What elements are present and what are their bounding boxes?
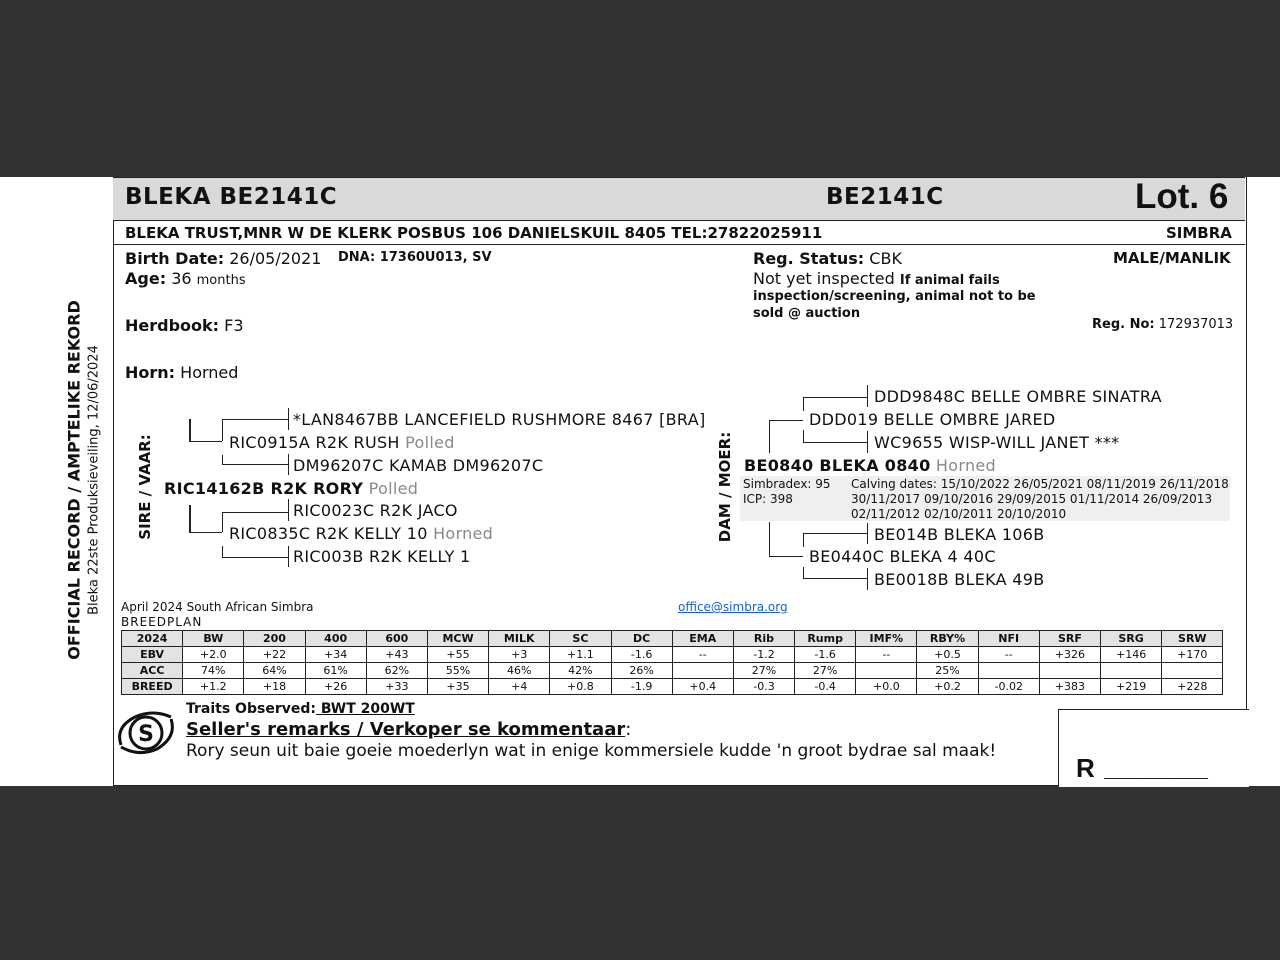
ebv-cell: [1162, 663, 1223, 679]
ebv-col-header: SRF: [1039, 631, 1100, 647]
ebv-cell: +43: [366, 647, 427, 663]
ebv-row: [122, 679, 1223, 695]
ebv-row-label: EBV: [122, 647, 183, 663]
ebv-cell: +55: [427, 647, 488, 663]
ebv-col-header: SC: [550, 631, 611, 647]
ebv-cell: +0.4: [672, 679, 733, 695]
ebv-col-header: MILK: [489, 631, 550, 647]
ebv-table: [121, 630, 1223, 695]
calving-dates-3: 02/11/2012 02/10/2011 20/10/2010: [851, 507, 1067, 521]
ebv-cell: -1.6: [611, 647, 672, 663]
sire-name: RIC14162B R2K RORY Polled: [164, 479, 419, 498]
ebv-cell: +0.0: [856, 679, 917, 695]
ebv-cell: +35: [427, 679, 488, 695]
dd-line-bottom: [803, 578, 867, 579]
ebv-cell: +1.1: [550, 647, 611, 663]
ebv-cell: +170: [1162, 647, 1223, 663]
simbra-logo: [113, 707, 179, 759]
dam-dam-dam: BE0018B BLEKA 49B: [874, 570, 1045, 589]
dam-sire-dam: WC9655 WISP-WILL JANET ***: [874, 433, 1120, 452]
sd-branch-up: [222, 512, 223, 532]
ebv-cell: 26%: [611, 663, 672, 679]
breedplan-subtitle: BREEDPLAN: [121, 615, 203, 629]
sire-branch-up: [189, 419, 191, 442]
ebv-cell: +228: [1162, 679, 1223, 695]
ebv-row: [122, 647, 1223, 663]
ss-line-bottom: [222, 464, 288, 465]
ebv-cell: +34: [305, 647, 366, 663]
ebv-col-header: 200: [244, 631, 305, 647]
seller-remarks-text: Rory seun uit baie goeie moederlyn wat in enige kommersiele kudde 'n groot bydrae sal maak!: [186, 741, 997, 761]
ebv-col-header: SRG: [1101, 631, 1162, 647]
traits-observed: Traits Observed: BWT 200WT: [186, 701, 415, 717]
ebv-cell: +3: [489, 647, 550, 663]
icp: ICP: 398: [743, 492, 793, 506]
dam-label: DAM / MOER:: [716, 431, 734, 543]
dna-info: DNA: 17360U013, SV: [338, 250, 492, 265]
animal-name: BLEKA BE2141C: [125, 184, 338, 210]
ebv-cell: +18: [244, 679, 305, 695]
ds-line-top: [803, 397, 867, 398]
reg-number: Reg. No: 172937013: [1092, 317, 1234, 332]
ebv-cell: --: [856, 647, 917, 663]
email-link[interactable]: office@simbra.org: [678, 600, 788, 614]
sire-sire-sire: *LAN8467BB LANCEFIELD RUSHMORE 8467 [BRA]: [293, 410, 706, 429]
birth-date: Birth Date: 26/05/2021: [125, 249, 322, 268]
ebv-cell: 64%: [244, 663, 305, 679]
dam-line-ds: [769, 420, 803, 421]
lot-number: Lot. 6: [1135, 177, 1229, 216]
price-blank[interactable]: ________________: [1104, 765, 1208, 780]
sd-line-top: [222, 512, 288, 513]
ebv-cell: +0.5: [917, 647, 978, 663]
ebv-col-header: BW: [183, 631, 244, 647]
dd-tick-top: [867, 523, 868, 544]
ebv-col-header: 400: [305, 631, 366, 647]
catalogue-page: [0, 177, 1280, 786]
sire-dam-dam: RIC003B R2K KELLY 1: [293, 547, 471, 566]
sex-label: MALE/MANLIK: [1113, 249, 1231, 267]
dam-dam-sire: BE014B BLEKA 106B: [874, 525, 1045, 544]
ebv-cell: +22: [244, 647, 305, 663]
ss-line-top: [222, 419, 288, 420]
official-record-label: OFFICIAL RECORD / AMPTELIKE REKORD: [64, 300, 84, 660]
dam-branch-up: [769, 420, 770, 453]
dd-tick-bottom: [867, 568, 868, 590]
ebv-cell: -0.02: [978, 679, 1039, 695]
ebv-cell: -1.6: [795, 647, 856, 663]
ss-tick-top: [288, 408, 289, 430]
sire-line-sd: [189, 532, 222, 533]
breedplan-title: April 2024 South African Simbra: [121, 600, 314, 614]
dd-line-top: [803, 533, 867, 534]
reg-status: Reg. Status: CBK: [753, 249, 902, 268]
ebv-cell: +0.2: [917, 679, 978, 695]
ebv-cell: 61%: [305, 663, 366, 679]
owner-details: BLEKA TRUST,MNR W DE KLERK POSBUS 106 DANIELSKUIL 8405 TEL:27822025911: [125, 224, 823, 242]
ss-tick-bottom: [288, 454, 289, 475]
dam-dam: BE0440C BLEKA 4 40C: [809, 547, 996, 566]
price-currency: R: [1076, 753, 1095, 783]
ebv-cell: --: [978, 647, 1039, 663]
ebv-cell: --: [672, 647, 733, 663]
ebv-cell: -0.4: [795, 679, 856, 695]
logo-letter: S: [138, 722, 154, 747]
dam-sire-sire: DDD9848C BELLE OMBRE SINATRA: [874, 387, 1162, 406]
ebv-cell: 46%: [489, 663, 550, 679]
inspection-note: Not yet inspected If animal fails: [753, 269, 1000, 288]
calving-dates-1: Calving dates: 15/10/2022 26/05/2021 08/11/2019 26/11/2018: [851, 477, 1229, 491]
ebv-cell: 74%: [183, 663, 244, 679]
sire-sire: RIC0915A R2K RUSH Polled: [229, 433, 455, 452]
ebv-cell: +33: [366, 679, 427, 695]
dam-name: BE0840 BLEKA 0840 Horned: [744, 456, 996, 475]
ebv-col-header: DC: [611, 631, 672, 647]
dam-branch-down: [769, 522, 770, 557]
ds-branch-down: [803, 430, 804, 442]
ebv-cell: -0.3: [733, 679, 794, 695]
sire-sire-dam: DM96207C KAMAB DM96207C: [293, 456, 544, 475]
sire-line-ss: [189, 441, 222, 442]
ebv-col-header: 2024: [122, 631, 183, 647]
ebv-header-row: [122, 631, 1223, 647]
sire-label: SIRE / VAAR:: [136, 434, 154, 540]
ds-line-bottom: [803, 442, 867, 443]
ebv-cell: 42%: [550, 663, 611, 679]
dd-branch-up: [803, 533, 804, 547]
ebv-cell: 62%: [366, 663, 427, 679]
age: Age: 36 months: [125, 269, 246, 288]
breed-label: SIMBRA: [1166, 224, 1232, 242]
ebv-cell: [672, 663, 733, 679]
sd-tick-top: [288, 499, 289, 521]
sd-branch-down: [222, 546, 223, 557]
sire-dam: RIC0835C R2K KELLY 10 Horned: [229, 524, 494, 543]
seller-remarks-heading: Seller's remarks / Verkoper se kommentaar:: [186, 719, 632, 740]
ebv-row-label: ACC: [122, 663, 183, 679]
herdbook: Herdbook: F3: [125, 316, 244, 335]
ebv-cell: +4: [489, 679, 550, 695]
sd-line-bottom: [222, 557, 288, 558]
ebv-cell: +219: [1101, 679, 1162, 695]
sire-branch-down: [189, 505, 191, 533]
ds-tick-bottom: [867, 431, 868, 453]
inspection-warning-3: sold @ auction: [753, 306, 861, 321]
ebv-col-header: MCW: [427, 631, 488, 647]
ebv-cell: +1.2: [183, 679, 244, 695]
animal-code: BE2141C: [826, 184, 944, 210]
sale-name-label: Bleka 22ste Produksieveiling, 12/06/2024: [86, 345, 102, 615]
ebv-cell: +146: [1101, 647, 1162, 663]
ebv-row: [122, 663, 1223, 679]
ebv-cell: 27%: [795, 663, 856, 679]
ebv-cell: -1.9: [611, 679, 672, 695]
dam-line-dd: [769, 556, 803, 557]
ds-tick-top: [867, 385, 868, 407]
ebv-cell: +26: [305, 679, 366, 695]
ebv-col-header: 600: [366, 631, 427, 647]
dam-sire: DDD019 BELLE OMBRE JARED: [809, 410, 1056, 429]
ebv-col-header: EMA: [672, 631, 733, 647]
simbradex: Simbradex: 95: [743, 477, 831, 491]
ebv-cell: -1.2: [733, 647, 794, 663]
ebv-cell: +383: [1039, 679, 1100, 695]
ebv-col-header: SRW: [1162, 631, 1223, 647]
dd-branch-down: [803, 567, 804, 578]
ebv-cell: [856, 663, 917, 679]
ebv-cell: 27%: [733, 663, 794, 679]
ebv-cell: 55%: [427, 663, 488, 679]
ebv-col-header: Rump: [795, 631, 856, 647]
ss-branch-up: [222, 419, 223, 441]
ebv-col-header: RBY%: [917, 631, 978, 647]
inspection-warning-2: inspection/screening, animal not to be: [753, 289, 1036, 304]
ebv-cell: +0.8: [550, 679, 611, 695]
calving-dates-2: 30/11/2017 09/10/2016 29/09/2015 01/11/2014 26/09/2013: [851, 492, 1213, 506]
ebv-col-header: Rib: [733, 631, 794, 647]
ebv-cell: [978, 663, 1039, 679]
sire-dam-sire: RIC0023C R2K JACO: [293, 501, 458, 520]
ebv-cell: +2.0: [183, 647, 244, 663]
ebv-cell: [1039, 663, 1100, 679]
ebv-row-label: BREED: [122, 679, 183, 695]
ebv-col-header: IMF%: [856, 631, 917, 647]
sd-tick-bottom: [288, 546, 289, 567]
ds-branch-up: [803, 397, 804, 411]
horn-status: Horn: Horned: [125, 363, 239, 382]
ebv-cell: [1101, 663, 1162, 679]
ebv-col-header: NFI: [978, 631, 1039, 647]
ebv-cell: +326: [1039, 647, 1100, 663]
ebv-cell: 25%: [917, 663, 978, 679]
